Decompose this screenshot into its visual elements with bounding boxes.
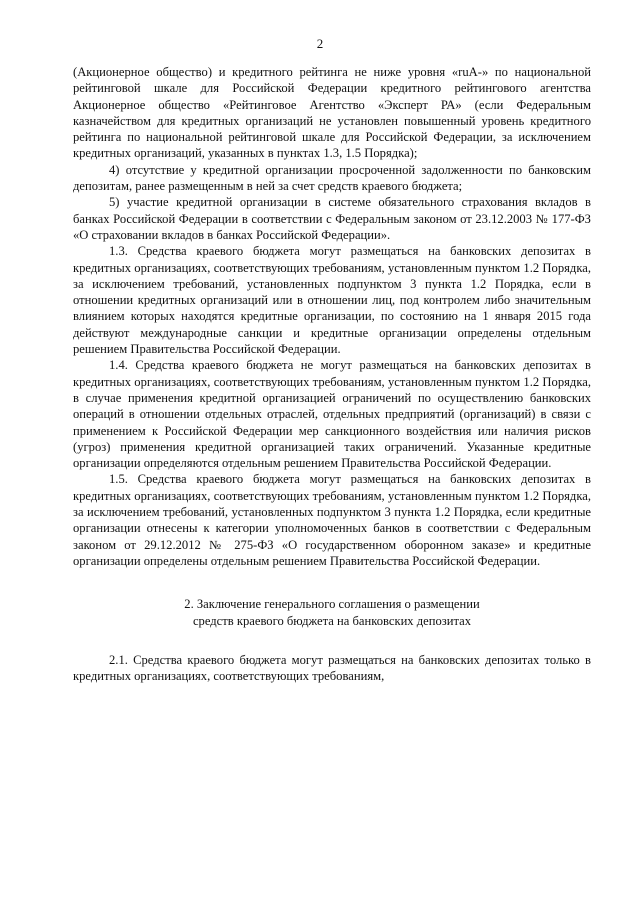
paragraph-2-1: 2.1. Средства краевого бюджета могут размещаться на банковских депозитах только в кредитных организациях, соответствующих требованиям, — [73, 652, 591, 684]
section-heading-line-2: средств краевого бюджета на банковских депозитах — [192, 613, 472, 628]
section-heading-line-1: 2. Заключение генерального соглашения о размещении — [184, 597, 480, 612]
section-heading — [73, 596, 591, 629]
paragraph-1-4: 1.4. Средства краевого бюджета не могут размещаться на банковских депозитах в кредитных организациях, соответствующих требованиям, установленным пунктом 1.2 Порядка, в случае применения кредитной организацией ограничений по осуществлению банковских операций в отношении отдельных отраслей, отдельных предприятий (организаций) в связи с применением к Российской Федерации мер санкционного воздействия или наличия рисков (угроз) применения кредитной организацией таких ограничений. Указанные кредитные организации определяются отдельным решением Правительства Российской Федерации. — [73, 358, 591, 471]
paragraph-1-5: 1.5. Средства краевого бюджета могут размещаться на банковских депозитах в кредитных организациях, соответствующих требованиям, установленным пунктом 1.2 Порядка, за исключением требований, установленных подпунктом 3 пункта 1.2 Порядка, если кредитные организации отнесены к категории уполномоченных банков в соответствии с Федеральным законом от 29.12.2012 № 275-ФЗ «О государственном оборонном заказе» и кредитные организации определены отдельным решением Правительства Российской Федерации. — [73, 472, 591, 568]
paragraph-continuation: (Акционерное общество) и кредитного рейтинга не ниже уровня «ruA-» по национальной рейтинговой шкале для Российской Федерации кредитного рейтингового агентства Акционерное общество «Рейтинговое Агентство «Эксперт РА» (если Федеральным казначейством для кредитных организаций не установлен повышенный уровень кредитного рейтинга по национальной рейтинговой шкале для Российской Федерации, за исключением кредитных организаций, указанных в пунктах 1.3, 1.5 Порядка); — [73, 65, 591, 161]
paragraph-1-3: 1.3. Средства краевого бюджета могут размещаться на банковских депозитах в кредитных организациях, соответствующих требованиям, установленным пунктом 1.2 Порядка, за исключением требований, установленных подпунктом 3 пункта 1.2 Порядка, если в отношении кредитных организаций или в отношении лиц, под контролем либо значительным влиянием которых находятся кредитные организации, по состоянию на 1 января 2015 года действуют международные санкции и кредитные организации определены отдельным решением Правительства Российской Федерации. — [73, 244, 591, 357]
paragraph-item-4: 4) отсутствие у кредитной организации просроченной задолженности по банковским депозитам, ранее размещенным в ней за счет средств краевого бюджета; — [73, 162, 591, 194]
paragraph-item-5: 5) участие кредитной организации в системе обязательного страхования вкладов в банках Российской Федерации в соответствии с Федеральным законом от 23.12.2003 № 177-ФЗ «О страховании вкладов в банках Российской Федерации». — [73, 195, 591, 242]
document-body — [73, 64, 591, 684]
page-number: 2 — [316, 36, 324, 51]
